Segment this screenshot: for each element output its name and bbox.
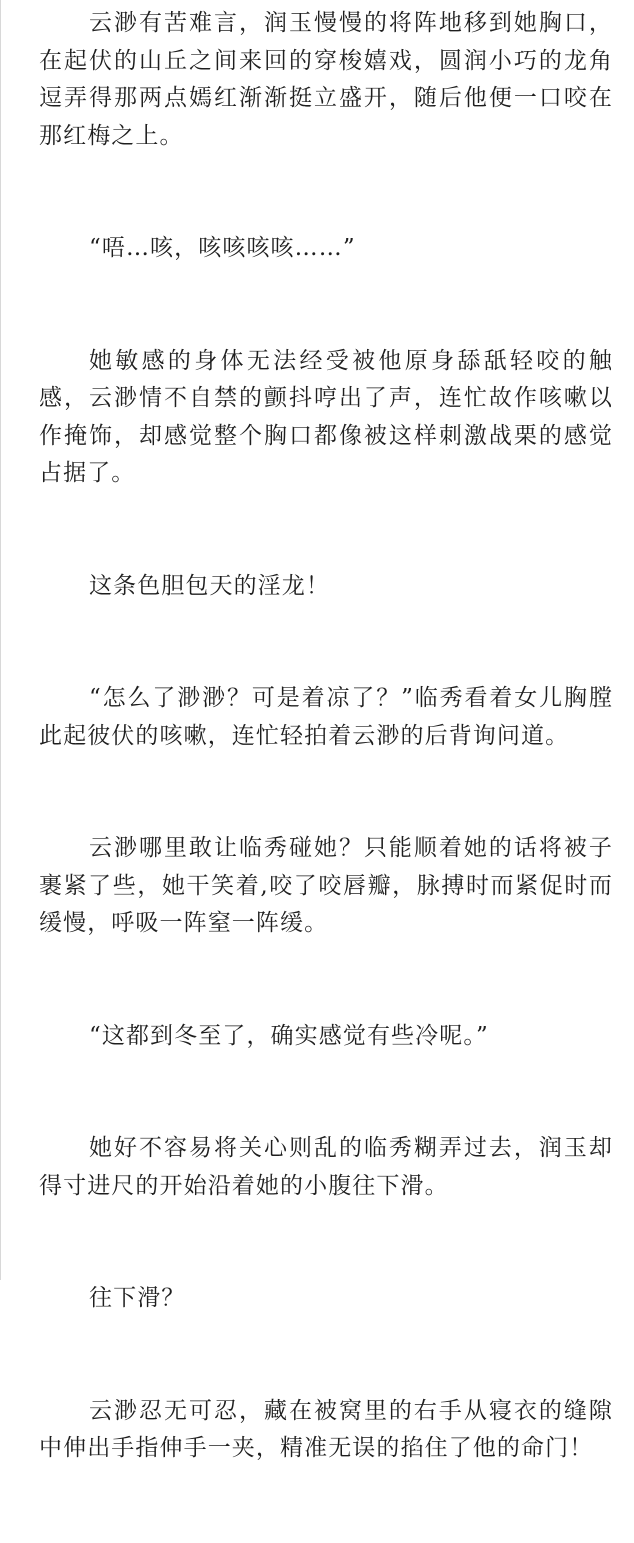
paragraph: 云渺有苦难言，润玉慢慢的将阵地移到她胸口，在起伏的山丘之间来回的穿梭嬉戏，圆润小巧的龙角逗弄得那两点嫣红渐渐挺立盛开，随后他便一口咬在那红梅之上。 bbox=[39, 10, 613, 149]
paragraph: “怎么了渺渺？可是着凉了？”临秀看着女儿胸膛此起彼伏的咳嗽，连忙轻拍着云渺的后背询问道。 bbox=[39, 685, 613, 749]
paragraph: 云渺忍无可忍，藏在被窝里的右手从寝衣的缝隙中伸出手指伸手一夹，精准无误的掐住了他的命门！ bbox=[39, 1397, 613, 1461]
paragraph: 云渺哪里敢让临秀碰她？只能顺着她的话将被子裹紧了些，她干笑着,咬了咬唇瓣，脉搏时而紧促时而缓慢，呼吸一阵窒一阵缓。 bbox=[39, 835, 613, 936]
paragraph: 往下滑？ bbox=[89, 1285, 186, 1311]
paragraph: “这都到冬至了，确实感觉有些冷呢。” bbox=[89, 1022, 489, 1049]
article-body bbox=[39, 0, 613, 1543]
paragraph: 这条色胆包天的淫龙！ bbox=[89, 572, 330, 599]
paragraph: “唔…咳，咳咳咳咳……” bbox=[89, 235, 356, 261]
paragraph: 她好不容易将关心则乱的临秀糊弄过去，润玉却得寸进尺的开始沿着她的小腹往下滑。 bbox=[39, 1135, 613, 1199]
paragraph: 她敏感的身体无法经受被他原身舔舐轻咬的触感，云渺情不自禁的颤抖哼出了声，连忙故作咳嗽以作掩饰，却感觉整个胸口都像被这样刺激战栗的感觉占据了。 bbox=[39, 347, 613, 486]
